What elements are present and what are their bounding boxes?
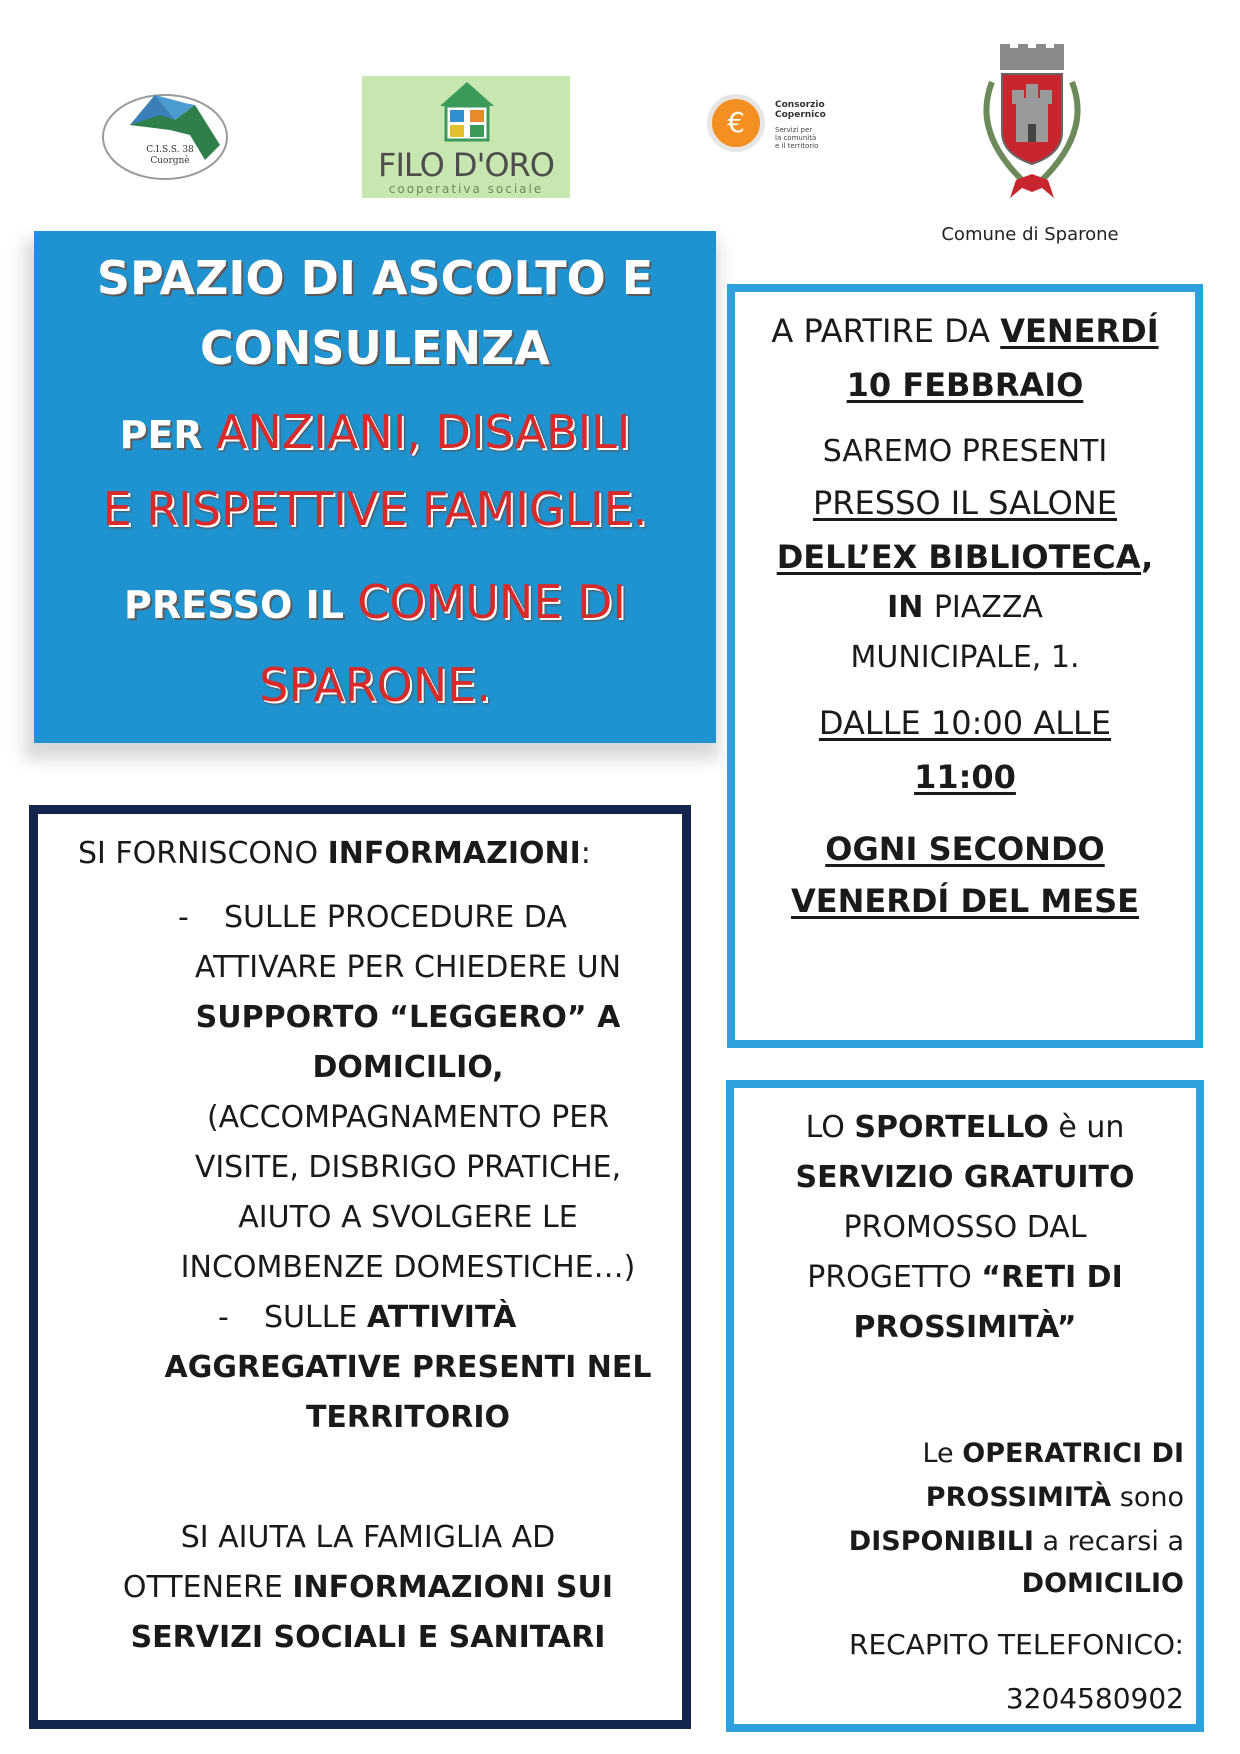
- title-line-5: PRESSO IL COMUNE DI: [124, 575, 626, 629]
- schedule-date: 10 FEBBRAIO: [846, 366, 1084, 404]
- schedule-time-1: DALLE 10:00 ALLE: [818, 704, 1112, 742]
- schedule-frequency-2: VENERDÍ DEL MESE: [790, 882, 1140, 920]
- ciss-logo-text: [130, 145, 210, 167]
- ciss-place: Cuorgnè: [150, 156, 190, 166]
- comune-coat-of-arms: [962, 42, 1102, 202]
- ciss-logo: [100, 75, 240, 180]
- info-bullet-1-line-2: ATTIVARE PER CHIEDERE UN: [194, 950, 622, 985]
- schedule-line-7: MUNICIPALE, 1.: [850, 640, 1080, 675]
- operatrici-line-4: DOMICILIO: [1021, 1568, 1184, 1599]
- phone-label: RECAPITO TELEFONICO:: [848, 1628, 1184, 1661]
- info-box: [29, 805, 691, 1729]
- copernico-name: Consorzio Copernico: [775, 100, 826, 120]
- info-bullet-2-line-2: AGGREGATIVE PRESENTI NEL: [164, 1350, 652, 1385]
- filo-doro-logo: [362, 76, 570, 198]
- operatrici-line-2: PROSSIMITÀ sono: [925, 1482, 1184, 1513]
- copernico-tagline: Servizi per la comunità e il territorio: [775, 126, 819, 150]
- comune-caption: Comune di Sparone: [941, 224, 1119, 245]
- schedule-line-6: IN PIAZZA: [887, 590, 1043, 625]
- info-bullet-1-line-6: VISITE, DISBRIGO PRATICHE,: [194, 1150, 622, 1185]
- house-icon: [438, 80, 496, 142]
- info-heading: SI FORNISCONO INFORMAZIONI:: [78, 836, 591, 871]
- schedule-frequency-1: OGNI SECONDO: [825, 830, 1105, 868]
- info-bullet-2-line-1: SULLE ATTIVITÀ: [264, 1300, 517, 1335]
- sportello-box: [726, 1080, 1204, 1732]
- filo-doro-subtitle: cooperativa sociale: [388, 182, 544, 196]
- schedule-box: [727, 284, 1203, 1048]
- sportello-line-5: PROSSIMITÀ”: [853, 1310, 1077, 1345]
- operatrici-line-3: DISPONIBILI a recarsi a: [848, 1526, 1184, 1557]
- info-bullet-1-line-8: INCOMBENZE DOMESTICHE…): [180, 1250, 636, 1285]
- phone-number[interactable]: 3204580902: [1005, 1682, 1184, 1715]
- title-line-1: SPAZIO DI ASCOLTO E: [96, 251, 654, 305]
- sportello-line-3: PROMOSSO DAL: [843, 1210, 1087, 1245]
- info-bullet-1-line-4: DOMICILIO,: [312, 1050, 504, 1085]
- sportello-line-1: LO SPORTELLO è un: [805, 1110, 1125, 1145]
- title-line-4: E RISPETTIVE FAMIGLIE.: [102, 482, 648, 536]
- schedule-line-4: PRESSO IL SALONE: [813, 484, 1117, 522]
- operatrici-line-1: Le OPERATRICI DI: [922, 1438, 1184, 1469]
- filo-doro-name: FILO D'ORO: [378, 146, 554, 184]
- info-bullet-1-line-5: (ACCOMPAGNAMENTO PER: [206, 1100, 610, 1135]
- title-line-3: PER ANZIANI, DISABILI: [119, 405, 631, 459]
- coat-of-arms-icon: [962, 42, 1102, 202]
- title-box: [34, 231, 716, 743]
- title-line-6: SPARONE.: [259, 658, 491, 712]
- copernico-logo: [707, 94, 837, 156]
- info-bullet-1-line-1: SULLE PROCEDURE DA: [224, 900, 567, 935]
- sportello-line-2: SERVIZIO GRATUITO: [795, 1160, 1135, 1195]
- info-bullet-1-dash: -: [178, 900, 189, 935]
- schedule-line-1: A PARTIRE DA VENERDÍ: [771, 312, 1159, 350]
- schedule-line-5: DELL’EX BIBLIOTECA,: [776, 538, 1154, 576]
- ciss-name: C.I.S.S. 38: [146, 145, 194, 155]
- sportello-line-4: PROGETTO “RETI DI: [807, 1260, 1123, 1295]
- info-family-line-1: SI AIUTA LA FAMIGLIA AD: [180, 1520, 556, 1555]
- schedule-line-3: SAREMO PRESENTI: [822, 434, 1108, 469]
- schedule-time-2: 11:00: [914, 758, 1016, 796]
- info-family-line-3: SERVIZI SOCIALI E SANITARI: [130, 1620, 606, 1655]
- info-bullet-2-line-3: TERRITORIO: [305, 1400, 511, 1435]
- info-family-line-2: OTTENERE INFORMAZIONI SUI: [122, 1570, 614, 1605]
- info-bullet-2-dash: -: [218, 1300, 229, 1335]
- title-line-2: CONSULENZA: [199, 321, 551, 375]
- copernico-c-icon: €: [707, 94, 765, 152]
- info-bullet-1-line-3: SUPPORTO “LEGGERO” A: [195, 1000, 621, 1035]
- info-bullet-1-line-7: AIUTO A SVOLGERE LE: [238, 1200, 578, 1235]
